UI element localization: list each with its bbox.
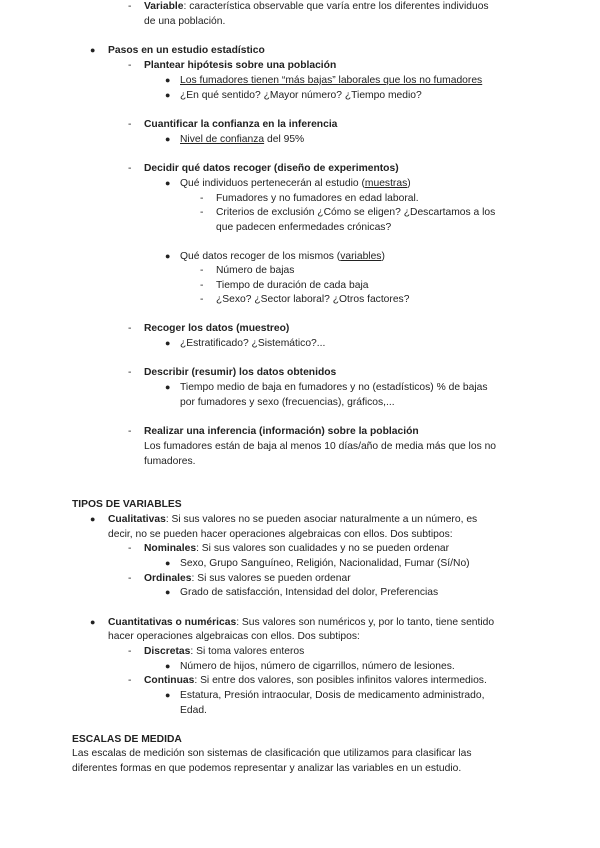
- step-hypothesis: Plantear hipótesis sobre una población: [144, 60, 337, 71]
- bullet-icon: ●: [90, 617, 96, 627]
- step-describe: Describir (resumir) los datos obtenidos: [144, 367, 337, 378]
- dash-marker: -: [128, 426, 132, 437]
- design-who: Qué individuos pertenecerán al estudio (muestras): [180, 178, 411, 189]
- bullet-icon: ●: [90, 45, 96, 55]
- design-what-item: ¿Sexo? ¿Sector laboral? ¿Otros factores?: [216, 294, 410, 305]
- nominal-example: Sexo, Grupo Sanguíneo, Religión, Nacionalidad, Fumar (Sí/No): [180, 558, 470, 569]
- bullet-icon: ●: [165, 558, 171, 568]
- types-title: TIPOS DE VARIABLES: [72, 499, 182, 510]
- step-collect: Recoger los datos (muestreo): [144, 323, 290, 334]
- infer-text: Los fumadores están de baja al menos 10 días/año de media más que los no: [144, 441, 497, 452]
- hypothesis-question: ¿En qué sentido? ¿Mayor número? ¿Tiempo medio?: [180, 90, 422, 101]
- dash-marker: -: [200, 193, 204, 204]
- bullet-icon: ●: [165, 690, 171, 700]
- continuous-def: Continuas: Si entre dos valores, son posibles infinitos valores intermedios.: [144, 675, 487, 686]
- quantitative-def-cont: hacer operaciones algebraicas con ellos. Dos subtipos:: [108, 631, 360, 642]
- step-confidence: Cuantificar la confianza en la inferencia: [144, 119, 338, 130]
- continuous-example: Estatura, Presión intraocular, Dosis de medicamento administrado,: [180, 690, 485, 701]
- dash-marker: -: [128, 1, 132, 12]
- design-what-item: Tiempo de duración de cada baja: [216, 280, 369, 291]
- bullet-icon: ●: [90, 514, 96, 524]
- dash-marker: -: [128, 119, 132, 130]
- bullet-icon: ●: [165, 75, 171, 85]
- dash-marker: -: [128, 323, 132, 334]
- variable-definition-cont: de una población.: [144, 16, 226, 27]
- infer-text-cont: fumadores.: [144, 456, 196, 467]
- dash-marker: -: [200, 207, 204, 218]
- bullet-icon: ●: [165, 338, 171, 348]
- bullet-icon: ●: [165, 178, 171, 188]
- bullet-icon: ●: [165, 587, 171, 597]
- steps-title: Pasos en un estudio estadístico: [108, 45, 265, 56]
- ordinal-example: Grado de satisfacción, Intensidad del dolor, Preferencias: [180, 587, 439, 598]
- design-who-item-cont: que padecen enfermedades crónicas?: [216, 222, 392, 233]
- design-what-item: Número de bajas: [216, 265, 295, 276]
- qualitative-def-cont: decir, no se pueden hacer operaciones algebraicas con ellos. Dos subtipos:: [108, 529, 453, 540]
- dash-marker: -: [200, 280, 204, 291]
- continuous-example-cont: Edad.: [180, 705, 207, 716]
- scales-title: ESCALAS DE MEDIDA: [72, 734, 182, 745]
- qualitative-def: Cualitativas: Si sus valores no se pueden asociar naturalmente a un número, es: [108, 514, 478, 525]
- dash-marker: -: [128, 543, 132, 554]
- dash-marker: -: [128, 675, 132, 686]
- dash-marker: -: [128, 367, 132, 378]
- quantitative-def: Cuantitativas o numéricas: Sus valores son numéricos y, por lo tanto, tiene sentido: [108, 617, 495, 628]
- ordinal-def: Ordinales: Si sus valores se pueden ordenar: [144, 573, 351, 584]
- confidence-level: Nivel de confianza del 95%: [180, 134, 305, 145]
- discrete-def: Discretas: Si toma valores enteros: [144, 646, 305, 657]
- scales-text: Las escalas de medición son sistemas de clasificación que utilizamos para clasificar las: [72, 748, 472, 759]
- collect-item: ¿Estratificado? ¿Sistemático?...: [180, 338, 326, 349]
- dash-marker: -: [200, 294, 204, 305]
- step-infer: Realizar una inferencia (información) sobre la población: [144, 426, 419, 437]
- design-who-item: Fumadores y no fumadores en edad laboral.: [216, 193, 419, 204]
- dash-marker: -: [128, 60, 132, 71]
- bullet-icon: ●: [165, 382, 171, 392]
- bullet-icon: ●: [165, 134, 171, 144]
- hypothesis-example: Los fumadores tienen “más bajas” laborales que los no fumadores: [180, 75, 483, 86]
- bullet-icon: ●: [165, 251, 171, 261]
- step-design: Decidir qué datos recoger (diseño de experimentos): [144, 163, 399, 174]
- dash-marker: -: [200, 265, 204, 276]
- dash-marker: -: [128, 646, 132, 657]
- design-what: Qué datos recoger de los mismos (variables): [180, 251, 385, 262]
- bullet-icon: ●: [165, 661, 171, 671]
- describe-item-cont: por fumadores y sexo (frecuencias), gráficos,...: [180, 397, 395, 408]
- scales-text-cont: diferentes formas en que podemos representar y analizar las variables en un estudio.: [72, 763, 462, 774]
- bullet-icon: ●: [165, 90, 171, 100]
- variable-definition: Variable: característica observable que varía entre los diferentes individuos: [144, 1, 489, 12]
- design-who-item: Criterios de exclusión ¿Cómo se eligen? ¿Descartamos a los: [216, 207, 496, 218]
- describe-item: Tiempo medio de baja en fumadores y no (estadísticos) % de bajas: [180, 382, 488, 393]
- nominal-def: Nominales: Si sus valores son cualidades y no se pueden ordenar: [144, 543, 450, 554]
- dash-marker: -: [128, 573, 132, 584]
- dash-marker: -: [128, 163, 132, 174]
- discrete-example: Número de hijos, número de cigarrillos, número de lesiones.: [180, 661, 455, 672]
